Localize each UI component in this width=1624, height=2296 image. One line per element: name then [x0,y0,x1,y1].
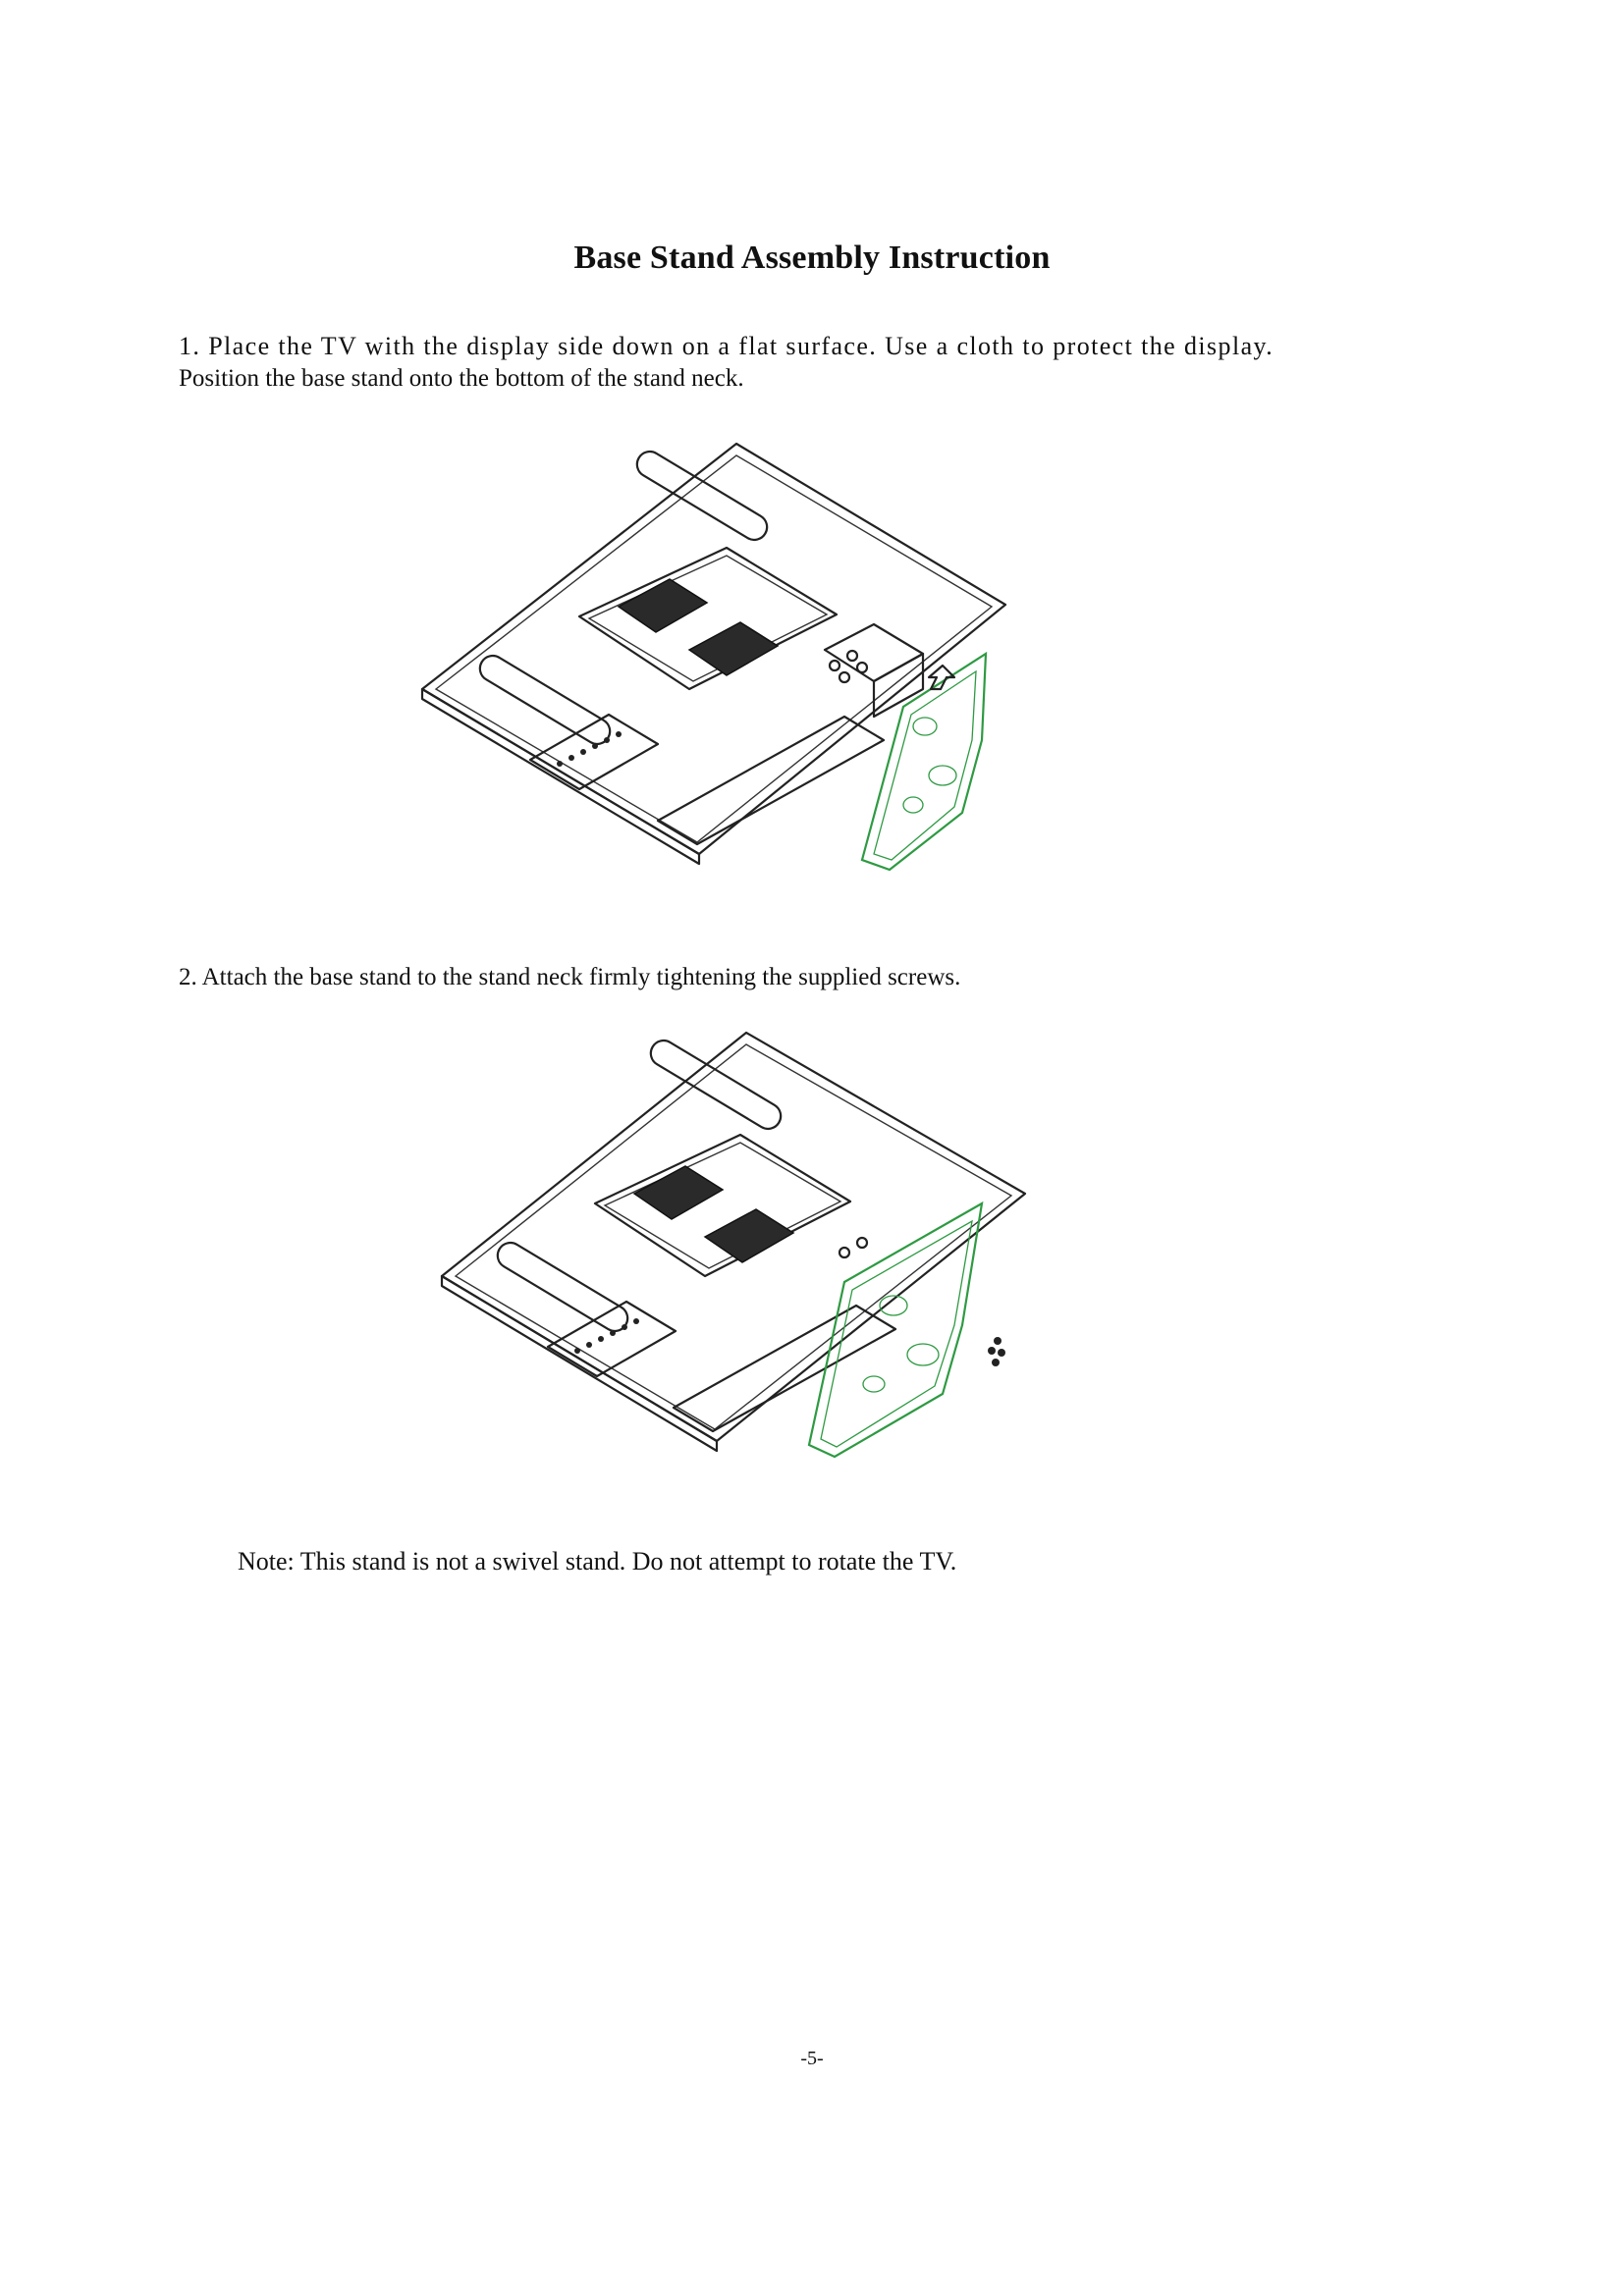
page-title: Base Stand Assembly Instruction [573,240,1051,276]
tv-back-panel [442,1033,1025,1451]
control-buttons [557,731,622,767]
tv-back-panel [422,444,1005,864]
arrow-outline-icon [929,666,954,689]
step-1-instruction-line-2: Position the base stand onto the bottom of the stand neck. [179,365,744,392]
control-buttons [574,1318,639,1354]
screws-icon [988,1337,1005,1366]
page-number: -5- [800,2048,824,2069]
note-text: Note: This stand is not a swivel stand. Do not attempt to rotate the TV. [238,1547,957,1575]
illustration-stand-attached [432,1021,1041,1492]
step-1-instruction-line-1: 1. Place the TV with the display side down on a flat surface. Use a cloth to protect the display. [179,332,1274,360]
step-2-instruction: 2. Attach the base stand to the stand neck firmly tightening the supplied screws. [179,964,961,990]
illustration-stand-unattached [412,432,1060,923]
